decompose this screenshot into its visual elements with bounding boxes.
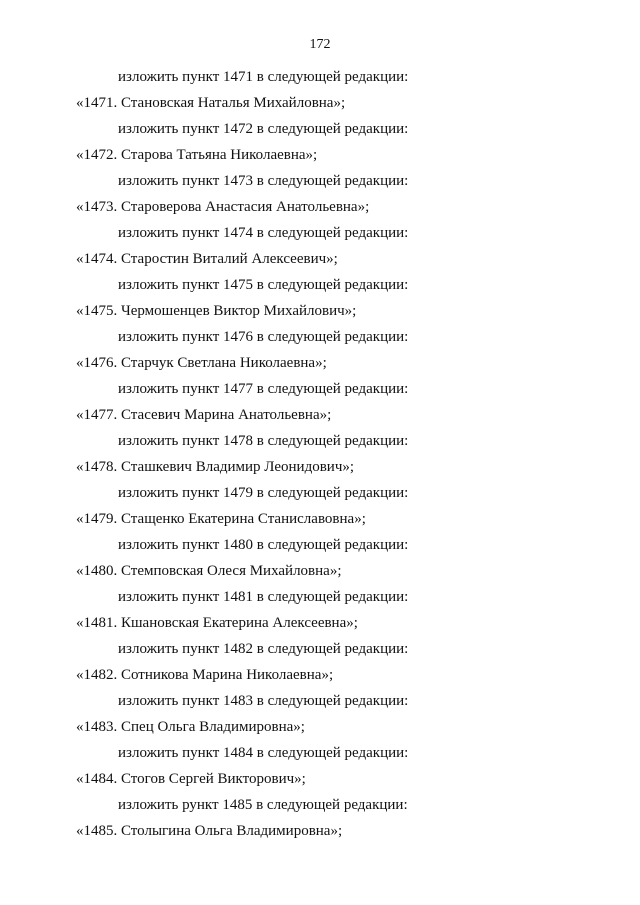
instruction-line: изложить пункт 1482 в следующей редакции: [118,641,409,657]
entry-line: «1476. Старчук Светлана Николаевна»; [76,355,327,371]
entry-line: «1481. Кшановская Екатерина Алексеевна»; [76,615,358,631]
entry-line: «1471. Становская Наталья Михайловна»; [76,95,346,111]
instruction-line: изложить пункт 1474 в следующей редакции: [118,225,409,241]
instruction-line: изложить пункт 1471 в следующей редакции: [118,69,409,85]
entry-line: «1472. Старова Татьяна Николаевна»; [76,147,318,163]
instruction-line: изложить пункт 1484 в следующей редакции: [118,745,409,761]
instruction-line: изложить пункт 1473 в следующей редакции: [118,173,409,189]
entry-line: «1483. Спец Ольга Владимировна»; [76,719,305,735]
entry-line: «1480. Стемповская Олеся Михайловна»; [76,563,342,579]
entry-line: «1484. Стогов Сергей Викторович»; [76,771,306,787]
instruction-line: изложить рункт 1485 в следующей редакции: [118,797,408,813]
instruction-line: изложить пункт 1476 в следующей редакции: [118,329,409,345]
entry-line: «1482. Сотникова Марина Николаевна»; [76,667,334,683]
entry-line: «1478. Сташкевич Владимир Леонидович»; [76,459,355,475]
instruction-line: изложить пункт 1483 в следующей редакции: [118,693,409,709]
instruction-line: изложить пункт 1478 в следующей редакции: [118,433,409,449]
document-body [0,64,640,844]
entry-line: «1475. Чермошенцев Виктор Михайлович»; [76,303,357,319]
entry-line: «1473. Староверова Анастасия Анатольевна»; [76,199,370,215]
entry-line: «1474. Старостин Виталий Алексеевич»; [76,251,338,267]
instruction-line: изложить пункт 1480 в следующей редакции: [118,537,409,553]
instruction-line: изложить пункт 1481 в следующей редакции: [118,589,409,605]
page-number: 172 [309,37,331,52]
instruction-line: изложить пункт 1479 в следующей редакции: [118,485,409,501]
instruction-line: изложить пункт 1475 в следующей редакции: [118,277,409,293]
entry-line: «1479. Стащенко Екатерина Станиславовна»; [76,511,366,527]
entry-line: «1477. Стасевич Марина Анатольевна»; [76,407,332,423]
instruction-line: изложить пункт 1477 в следующей редакции: [118,381,409,397]
instruction-line: изложить пункт 1472 в следующей редакции: [118,121,409,137]
entry-line: «1485. Столыгина Ольга Владимировна»; [76,823,343,839]
